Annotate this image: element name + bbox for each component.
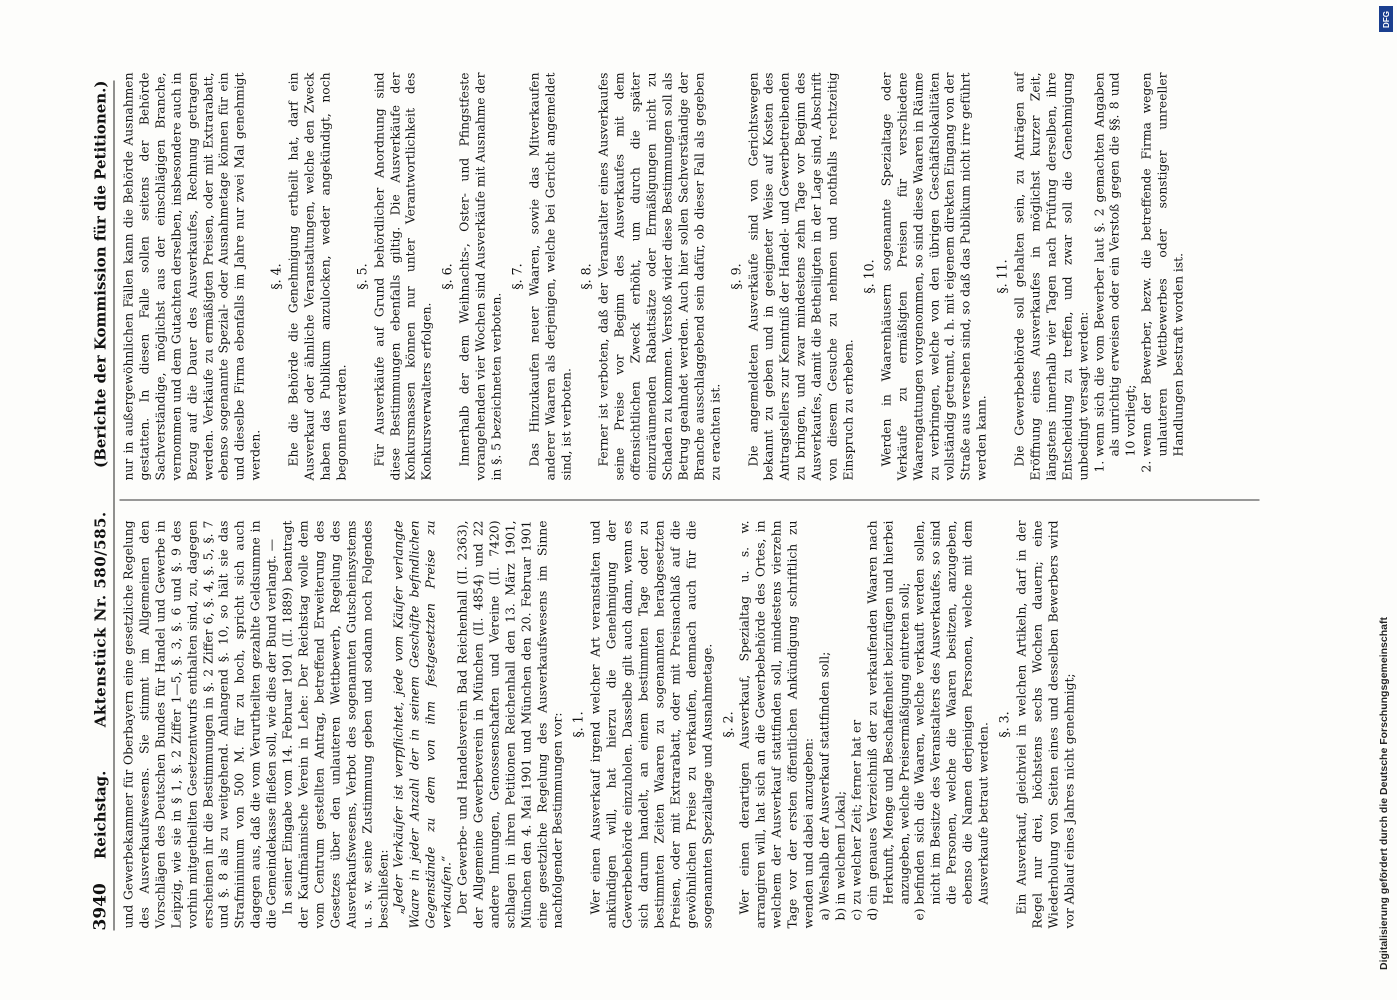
list-item: a)Weshalb der Ausverkauf stattfinden soll; [817,651,832,921]
list-item: 1.wenn sich die vom Bewerber laut §. 2 gemachten Angaben als unrichtig erweisen oder ein Verstoß gegen die §§. 8 und 10 vorliegt; [1092,72,1138,473]
paragraph: Ferner ist verboten, daß der Veranstalter eines Ausverkaufes seine Preise vor Beginn des Ausverkaufes mit dem offensichtlichen Zweck erhöht, um durch die später einzuräumenden Rabattsätze oder Ermäßigungen nicht zu Schaden zu kommen. Verstoß wider diese Bestimmungen soll als Betrug geahndet werden. Auch hier sollen Sachverständige der Branche ausschlaggebend sein dafür, ob dieser Fall als gegeben zu erachten ist. [596,72,723,481]
quotation: „Jeder Verkäufer ist verpflichtet, jede vom Käufer verlangte Waare in jeder Anzahl der in seinem Geschäfte befindlichen Gegenstände zu dem von ihm festgesetzten Preise zu verkaufen.“ [391,520,454,929]
rotated-page-content [0,1,1397,1001]
paragraph: nur in außergewöhnlichen Fällen kann die Behörde Ausnahmen gestatten. In diesen Falle sollen seitens der Behörde Sachverständige, möglichst aus der einschlägigen Branche, vernommen und dem Gutachten derselben, insbesondere auch in Bezug auf die Dauer des Ausverkaufes, Rechnung getragen werden. Verkäufe zu ermäßigten Preisen, oder mit Extrarabatt, ebenso sogenannte Spezial- oder Ausnahmetage können für ein und dieselbe Firma ebenfalls im Jahre nur zwei Mal genehmigt werden. [121,72,263,481]
paragraph: Der Gewerbe- und Handelsverein Bad Reichenhall (II. 2363), der Allgemeine Gewerbeverein in München (II. 4854) und 22 andere Innungen, Genossenschaften und Vereine (II. 7420) schlagen in ihren Petitionen Reichenhall den 13. März 1901, München den 4. Mai 1901 und München den 20. Februar 1901 eine gesetzliche Regelung des Ausverkaufswesens im Sinne nachfolgender Bestimmungen vor: [455,520,565,929]
section-heading: §. 3. [996,711,1012,738]
enumeration-list [817,521,992,929]
section-heading: §. 11. [994,259,1010,294]
dfg-logo: DFG [1379,6,1393,32]
paragraph: Die angemeldeten Ausverkäufe sind von Gerichtswegen bekannt zu geben und in geeigneter Weise auf Kosten des Antragstellers zur Kenntniß der Handel- und Gewerbetreibenden zu bringen, und zwar mindestens zehn Tage vor Beginn des Ausverkaufes, damit die Betheiligten in der Lage sind, Abschrift von diesem Gesuche zu nehmen und nothfalls rechtzeitig Einspruch zu erheben. [746,72,856,481]
paragraph: Ein Ausverkauf, gleichviel in welchen Artikeln, darf in der Regel nur drei, höchstens sechs Wochen dauern; eine Wiederholung von Seiten eines und desselben Bewerbers wird vor Ablauf eines Jahres nicht genehmigt; [1014,520,1077,929]
section-heading: §. 1. [570,711,586,738]
section-heading: §. 10. [861,259,877,294]
section-heading: §. 9. [728,263,744,290]
page-number: 3940 [90,883,111,931]
paragraph: Ehe die Behörde die Genehmigung ertheilt hat, darf ein Ausverkauf oder ähnliche Veranstaltungen, welche den Zweck haben das Publikum anzulocken, weder angekündigt, noch begonnen werden. [286,72,349,481]
list-item: e)befinden sich die Waaren, welche verkauft werden sollen, nicht im Besitze des Veranstalters des Ausverkaufes, so sind die Personen, welche die Waaren besitzen, anzugeben, ebenso die Namen derjenigen Personen, welche mit dem Ausverkaufe betraut werden. [912,520,991,921]
section-heading: §. 5. [354,263,370,290]
section-heading: §. 6. [439,263,455,290]
paragraph: Für Ausverkäufe auf Grund behördlicher Anordnung sind diese Bestimmungen ebenfalls giltig. Die Ausverkäufe der Konkursmassen können nur unter Verantwortlichkeit des Konkursverwalters erfolgen. [372,72,434,481]
list-item: d)ein genaues Verzeichniß der zu verkaufenden Waaren nach Herkunft, Menge und Beschaffenheit beizufügen und hierbei anzugeben, welche Preisermäßigung eintreten soll; [865,520,911,921]
header-section-title: (Berichte der Kommission für die Petitionen.) [91,80,110,468]
header-running-title: Aktenstück Nr. 580/585. [91,511,110,728]
paragraph: Die Gewerbebehörde soll gehalten sein, zu Anträgen auf Eröffnung eines Ausverkaufes in möglichst kurzer Zeit, längstens innerhalb vier Tagen nach Prüfung derselben, ihre Entscheidung zu treffen, und zwar soll die Genehmigung unbedingt versagt werden: [1012,72,1091,481]
page-header [88,81,115,931]
enumeration-list [1092,73,1187,481]
section-heading: §. 8. [578,263,594,290]
list-item: c)zu welcher Zeit; ferner hat er [849,719,864,921]
paragraph: In seiner Eingabe vom 14. Februar 1901 (II. 1889) beantragt der Kaufmännische Verein in Lehe: Der Reichstag wolle dem vom Centrum gestellten Antrag, betreffend Erweiterung des Gesetzes über den unlauteren Wettbewerb, Regelung des Ausverkaufswesens, Verbot des sogenannten Gutscheinsystems u. s. w. seine Zustimmung geben und sodann noch Folgendes beschließen: [280,520,390,929]
paragraph: Wer einen Ausverkauf irgend welcher Art veranstalten und ankündigen will, hat hierzu die Genehmigung der Gewerbebehörde einzuholen. Dasselbe gilt auch dann, wenn es sich darum handelt, an einem bestimmten Tage oder zu bestimmten Zeiten Waaren zu sogenannten herabgesetzten Preisen, oder mit Extrarabatt, oder mit Preisnachlaß auf die gewöhnlichen Preise zu verkaufen, demnach auch für die sogenannten Spezialtage und Ausnahmetage. [588,520,715,929]
paragraph: Werden in Waarenhäusern sogenannte Spezialtage oder Verkäufe zu ermäßigten Preisen für verschiedene Waarengattungen vorgenommen, so sind diese Waaren in Räume zu verbringen, welche von den übrigen Geschäftslokalitäten vollständig getrennt, d. h. mit eigenem direkten Eingang von der Straße aus versehen sind, so daß das Publikum nicht irre geführt werden kann. [879,72,989,481]
digitization-credit: Digitalisierung gefördert durch die Deutsche Forschungsgemeinschaft [1378,617,1390,970]
list-item: b)in welchem Lokal; [833,790,848,921]
paragraph: Innerhalb der dem Weihnachts-, Oster- und Pfingstfeste vorangehenden vier Wochen sind Ausverkäufe mit Ausnahme der in §. 5 bezeichneten verboten. [457,72,504,481]
column-divider [120,500,1260,501]
section-heading: §. 7. [509,263,525,290]
header-chamber: Reichstag. [91,770,110,860]
paragraph: Wer einen derartigen Ausverkauf, Spezialtag u. s. w. arrangiren will, hat sich an die Gewerbebehörde des Ortes, in welchem der Ausverkauf stattfinden soll, mindestens vierzehn Tage vor der ersten öffentlichen Ankündigung schriftlich zu wenden und dabei anzugeben: [737,520,816,929]
section-heading: §. 2. [720,711,736,738]
paragraph: und Gewerbekammer für Oberbayern eine gesetzliche Regelung des Ausverkaufswesens. Sie stimmt im Allgemeinen den Vorschlägen des Deutschen Bundes für Handel und Gewerbe in Leipzig, wie sie in § 1, §. 2 Ziffer 1—5, §. 3, §. 6 und §. 9 des vorhin mitgetheilten Gesetzentwurfs enthalten sind, zu, dagegen erscheinen ihr die Bestimmungen in §. 2 Ziffer 6, §. 4, §. 5, §. 7 und §. 8 als zu weitgehend. Anlangend §. 10, so hält sie das Strafminimum von 500 M. für zu hoch, spricht sich auch dagegen aus, daß die vom Verurtheilten gezahlte Geldsumme in die Gemeindekasse fließen soll, wie dies der Bund verlangt. — [121,520,279,929]
section-heading: §. 4. [268,263,284,290]
left-column [122,521,1078,929]
right-column [122,73,1188,481]
paragraph: Das Hinzukaufen neuer Waaren, sowie das Mitverkaufen anderer Waaren als derjenigen, welche bei Gericht angemeldet sind, ist verboten. [527,72,574,481]
list-item: 2.wenn der Bewerber, bezw. die betreffende Firma wegen unlauteren Wettbewerbes oder sonstiger unreeller Handlungen bestraft worden ist. [1139,72,1186,473]
